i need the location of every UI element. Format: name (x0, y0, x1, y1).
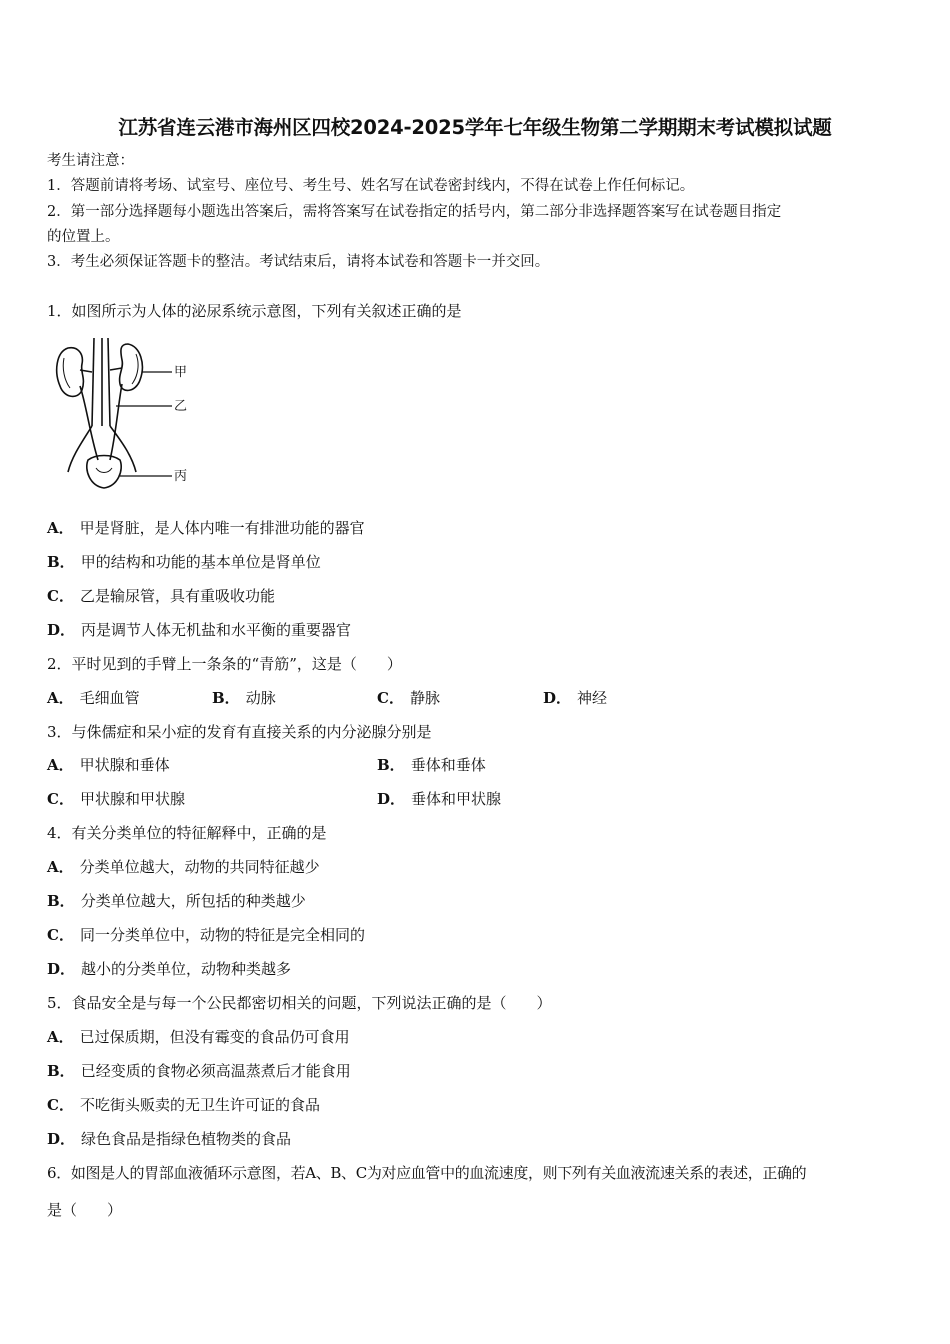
question-4-stem: 4．有关分类单位的特征解释中，正确的是 (47, 824, 327, 842)
option-letter: C． (47, 926, 74, 944)
question-1-stem: 1．如图所示为人体的泌尿系统示意图，下列有关叙述正确的是 (47, 302, 462, 320)
option-letter: C． (47, 790, 74, 808)
q3-option-d[interactable] (377, 789, 501, 809)
option-letter: A． (47, 689, 74, 707)
q2-option-a[interactable] (47, 688, 140, 708)
option-letter: B． (47, 1062, 75, 1080)
q1-option-c[interactable] (47, 586, 275, 606)
q2-option-d[interactable] (543, 688, 607, 708)
notice-item-1: 1．答题前请将考场、试室号、座位号、考生号、姓名写在试卷密封线内，不得在试卷上作任何标记。 (47, 178, 695, 194)
option-letter: B． (212, 689, 240, 707)
option-text: 越小的分类单位，动物种类越多 (81, 960, 292, 978)
option-letter: C． (47, 587, 74, 605)
option-letter: D． (47, 1130, 76, 1148)
question-6-stem: 6．如图是人的胃部血液循环示意图，若A、B、C为对应血管中的血流速度，则下列有关血液流速关系的表述，正确的 (47, 1164, 807, 1182)
option-text: 甲状腺和垂体 (79, 756, 170, 774)
q5-option-a[interactable] (47, 1027, 350, 1047)
label-yi: 乙 (174, 399, 188, 414)
q2-option-c[interactable] (377, 688, 440, 708)
option-text: 同一分类单位中，动物的特征是完全相同的 (79, 926, 365, 944)
option-letter: A． (47, 858, 74, 876)
option-text: 已过保质期，但没有霉变的食品仍可食用 (79, 1028, 350, 1046)
option-text: 动脉 (245, 689, 276, 707)
q5-option-c[interactable] (47, 1095, 320, 1115)
option-text: 不吃街头贩卖的无卫生许可证的食品 (79, 1096, 320, 1114)
label-jia: 甲 (174, 365, 188, 380)
option-letter: D． (377, 790, 406, 808)
option-text: 垂体和甲状腺 (411, 790, 502, 808)
q1-option-a[interactable] (47, 518, 365, 538)
option-text: 静脉 (409, 689, 440, 707)
option-text: 乙是输尿管，具有重吸收功能 (79, 587, 275, 605)
option-text: 毛细血管 (79, 689, 140, 707)
q1-option-d[interactable] (47, 620, 351, 640)
q3-option-a[interactable] (47, 755, 170, 775)
q5-option-b[interactable] (47, 1061, 351, 1081)
option-text: 丙是调节人体无机盐和水平衡的重要器官 (81, 621, 352, 639)
exam-title: 江苏省连云港市海州区四校2024-2025学年七年级生物第二学期期末考试模拟试题 (118, 116, 832, 139)
option-letter: D． (47, 621, 76, 639)
option-letter: A． (47, 1028, 74, 1046)
notice-heading: 考生请注意： (47, 153, 134, 169)
label-bing: 丙 (174, 469, 188, 484)
q4-option-a[interactable] (47, 857, 320, 877)
option-text: 神经 (577, 689, 608, 707)
q4-option-b[interactable] (47, 891, 306, 911)
question-2-stem: 2．平时见到的手臂上一条条的“青筋”，这是（ ） (47, 655, 402, 673)
option-letter: C． (377, 689, 404, 707)
option-letter: A． (47, 756, 74, 774)
option-letter: C． (47, 1096, 74, 1114)
q3-option-c[interactable] (47, 789, 185, 809)
q5-option-d[interactable] (47, 1129, 291, 1149)
option-letter: D． (543, 689, 572, 707)
option-text: 甲状腺和甲状腺 (79, 790, 185, 808)
option-letter: A． (47, 519, 74, 537)
option-text: 垂体和垂体 (410, 756, 486, 774)
question-6-stem-cont: 是（ ） (47, 1201, 123, 1219)
q3-option-b[interactable] (377, 755, 486, 775)
urinary-system-figure (50, 334, 200, 492)
question-3-stem: 3．与侏儒症和呆小症的发育有直接关系的内分泌腺分别是 (47, 723, 432, 741)
notice-item-3: 3．考生必须保证答题卡的整洁。考试结束后，请将本试卷和答题卡一并交回。 (47, 254, 550, 270)
option-text: 分类单位越大，所包括的种类越少 (80, 892, 306, 910)
option-text: 绿色食品是指绿色植物类的食品 (81, 1130, 292, 1148)
q4-option-c[interactable] (47, 925, 365, 945)
option-text: 甲的结构和功能的基本单位是肾单位 (80, 553, 321, 571)
option-text: 已经变质的食物必须高温蒸煮后才能食用 (80, 1062, 351, 1080)
option-text: 分类单位越大，动物的共同特征越少 (79, 858, 320, 876)
notice-item-2: 2．第一部分选择题每小题选出答案后，需将答案写在试卷指定的括号内，第二部分非选择题答案写在试卷题目指定 (47, 204, 782, 220)
option-letter: B． (47, 892, 75, 910)
urinary-system-diagram (50, 334, 200, 492)
question-5-stem: 5．食品安全是与每一个公民都密切相关的问题，下列说法正确的是（ ） (47, 994, 552, 1012)
q1-option-b[interactable] (47, 552, 321, 572)
option-text: 甲是肾脏，是人体内唯一有排泄功能的器官 (79, 519, 365, 537)
q2-option-b[interactable] (212, 688, 276, 708)
option-letter: B． (47, 553, 75, 571)
q4-option-d[interactable] (47, 959, 291, 979)
option-letter: D． (47, 960, 76, 978)
notice-item-2-cont: 的位置上。 (47, 229, 120, 245)
option-letter: B． (377, 756, 405, 774)
